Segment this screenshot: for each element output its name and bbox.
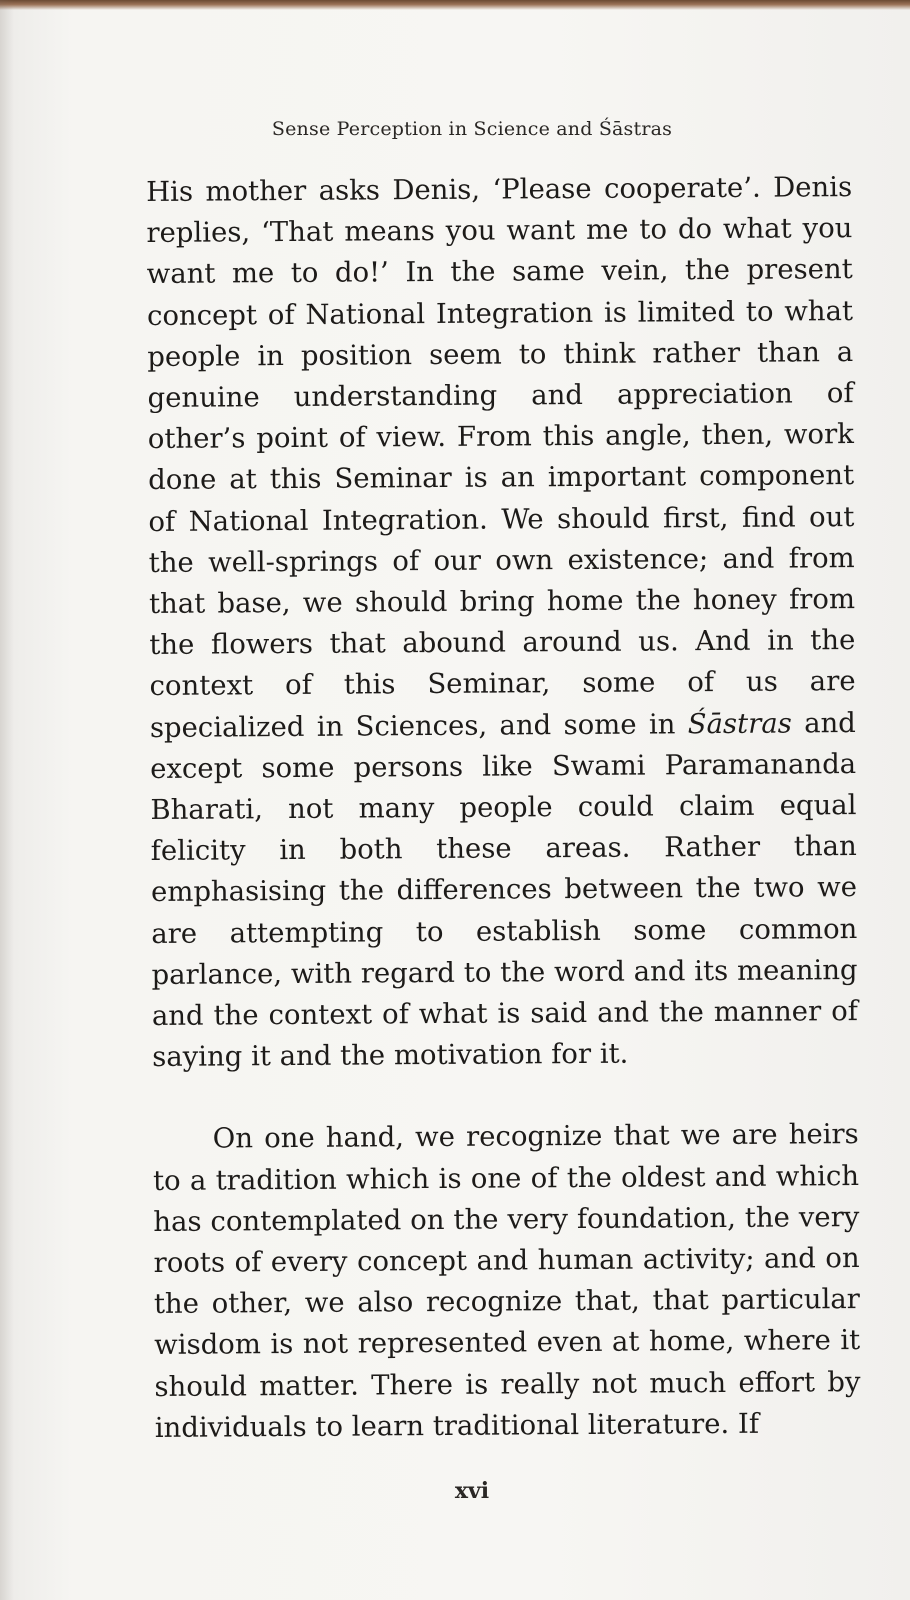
paragraph-1-text-a: His mother asks Denis, ‘Please cooperate’. Denis replies, ‘That means you want me to do what you want me to do!’ In the same vein, the present concept of National Integration is limited to what people in position seem to think rather than a genuine understanding and appreciation of other’s point of view. From this angle, then, work done at this Seminar is an important component of National Integration. We should first, find out the well-springs of our own existence; and from that base, we should bring home the honey from the flowers that abound around us. And in the context of this Seminar, some of us are specialized in Sciences, and some in — [146, 171, 856, 744]
running-head: Sense Perception in Science and Śāstras — [271, 118, 673, 140]
body-text — [146, 167, 861, 1449]
page-number: xvi — [454, 1478, 490, 1504]
page-gutter-shadow — [0, 0, 14, 1600]
paragraph-1-text-b: and except some persons like Swami Paramananda Bharati, not many people could claim equal felicity in both these areas. Rather than emphasising the differences between the two we are attempting to establish some common parlance, with regard to the word and its meaning and the context of what is said and the manner of saying it and the motivation for it. — [150, 706, 858, 1074]
paragraph-1 — [146, 167, 858, 1078]
paragraph-2: On one hand, we recognize that we are heirs to a tradition which is one of the oldest and which has contemplated on the very foundation, the very roots of every concept and human activity; and on the other, we also recognize that, that particular wisdom is not represented even at home, where it should matter. There is really not much effort by individuals to learn traditional literature. If — [152, 1118, 861, 1444]
page-top-edge — [0, 0, 910, 10]
paragraph-1-italic-term: Śāstras — [687, 707, 792, 740]
